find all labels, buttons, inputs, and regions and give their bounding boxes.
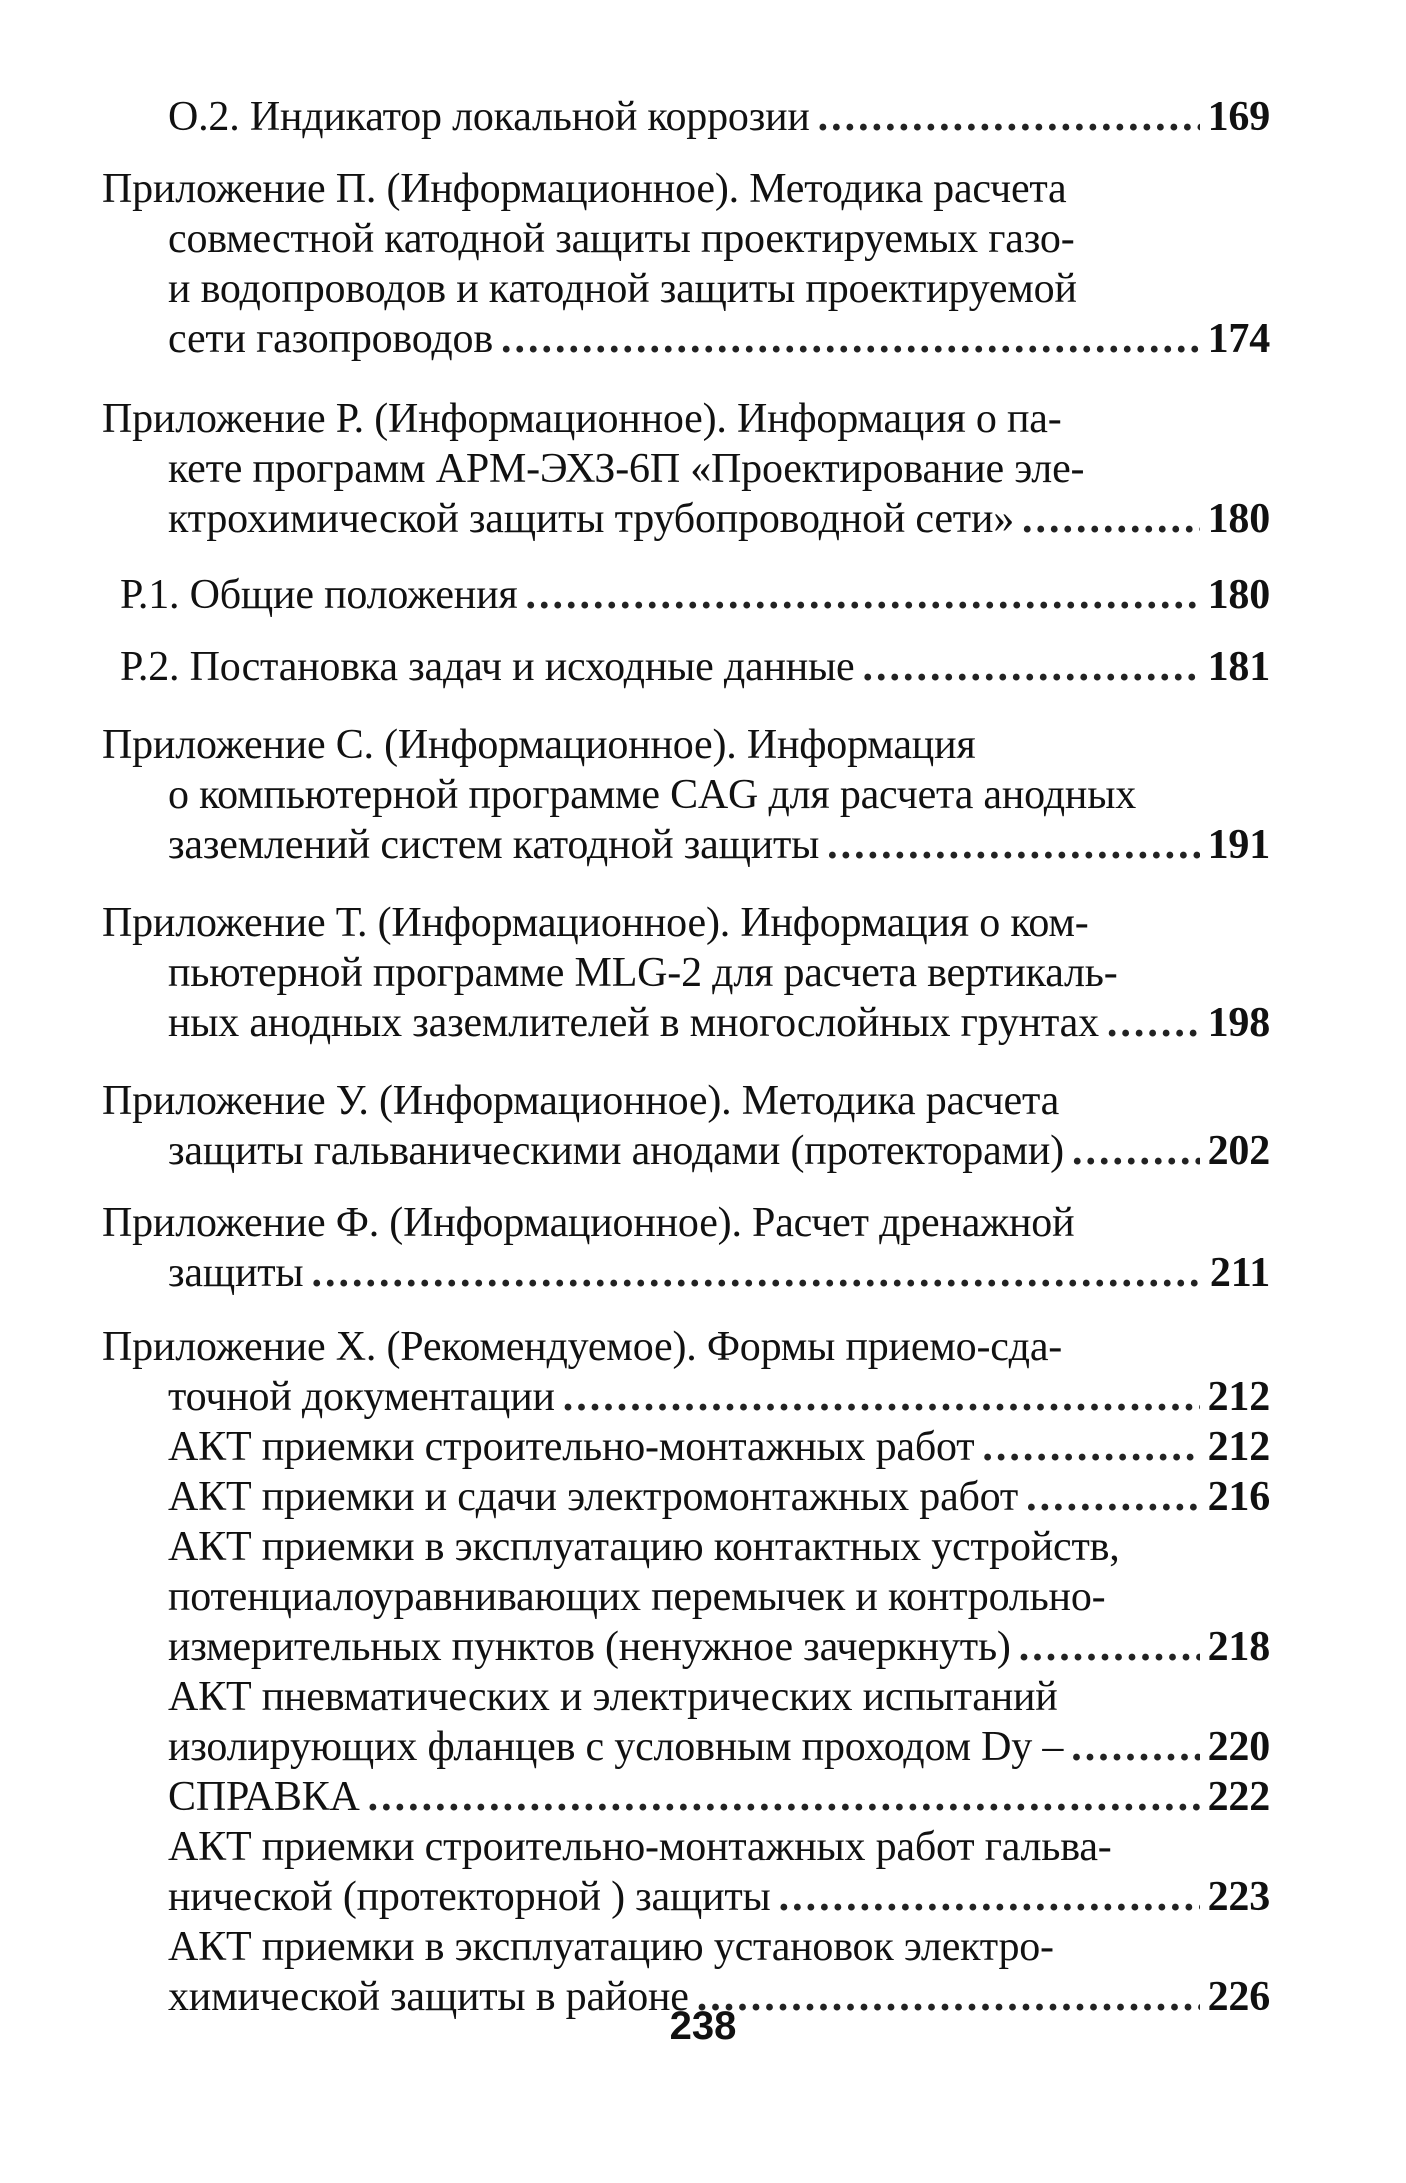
page-ref: 220 <box>1207 1724 1270 1770</box>
toc-line <box>102 1772 1270 1822</box>
toc-entry-appendix-p <box>102 164 1270 364</box>
dot-leader <box>525 570 1199 620</box>
page-ref: 174 <box>1207 316 1270 362</box>
toc-line <box>102 1822 1270 1872</box>
toc-line <box>102 770 1270 820</box>
entry-text: Приложение У. (Информационное). Методика расчета <box>102 1078 1060 1124</box>
toc-line <box>102 720 1270 770</box>
entry-text: заземлений систем катодной защиты <box>168 822 820 868</box>
entry-text: О.2. Индикатор локальной коррозии <box>168 94 810 140</box>
toc-line <box>102 1922 1270 1972</box>
toc-entry-appendix-t <box>102 898 1270 1048</box>
entry-text: Р.1. Общие положения <box>120 572 518 618</box>
toc-line <box>102 1422 1270 1472</box>
toc-line <box>102 1872 1270 1922</box>
entry-text: Р.2. Постановка задач и исходные данные <box>120 644 855 690</box>
page-ref: 198 <box>1207 1000 1270 1046</box>
toc-line <box>102 494 1270 544</box>
dot-leader <box>1022 494 1200 544</box>
toc-entry-r2 <box>102 642 1270 692</box>
dot-leader <box>1072 1126 1200 1176</box>
toc-entry-appendix-f <box>102 1198 1270 1298</box>
toc-line <box>102 1198 1270 1248</box>
toc-line <box>102 1126 1270 1176</box>
toc-line <box>102 1672 1270 1722</box>
entry-text: защиты гальваническими анодами (протекторами) <box>168 1128 1064 1174</box>
entry-text: кете программ АРМ-ЭХЗ-6П «Проектирование эле- <box>168 446 1085 492</box>
entry-text: измерительных пунктов (ненужное зачеркнуть) <box>168 1624 1011 1670</box>
dot-leader <box>982 1422 1199 1472</box>
page-ref: 218 <box>1207 1624 1270 1670</box>
page-number: 238 <box>669 2004 737 2048</box>
toc-line <box>102 948 1270 998</box>
page-ref: 211 <box>1209 1250 1270 1296</box>
entry-text: пьютерной программе MLG-2 для расчета вертикаль- <box>168 950 1118 996</box>
toc-line <box>102 314 1270 364</box>
entry-text: химической защиты в районе <box>168 1974 689 2020</box>
toc-line <box>102 214 1270 264</box>
dot-leader <box>779 1872 1200 1922</box>
toc-line <box>102 92 1270 142</box>
page-ref: 180 <box>1207 496 1270 542</box>
entry-text: Приложение Ф. (Информационное). Расчет дренажной <box>102 1200 1075 1246</box>
toc-line <box>102 1722 1270 1772</box>
entry-text: сети газопроводов <box>168 316 493 362</box>
entry-text: изолирующих фланцев с условным проходом Dy – <box>168 1724 1064 1770</box>
dot-leader <box>311 1248 1201 1298</box>
page-ref: 223 <box>1207 1874 1270 1920</box>
page-ref: 226 <box>1207 1974 1270 2020</box>
toc-entry-appendix-kh <box>102 1322 1270 2022</box>
entry-text: Приложение С. (Информационное). Информация <box>102 722 976 768</box>
entry-text: Приложение Р. (Информационное). Информация о па- <box>102 396 1062 442</box>
toc-line <box>102 570 1270 620</box>
entry-text: и водопроводов и катодной защиты проектируемой <box>168 266 1077 312</box>
toc-line <box>102 642 1270 692</box>
toc-entry-o2 <box>102 92 1270 142</box>
entry-text: АКТ приемки и сдачи электромонтажных работ <box>168 1474 1019 1520</box>
page-ref: 202 <box>1207 1128 1270 1174</box>
entry-text: защиты <box>168 1250 304 1296</box>
page-ref: 191 <box>1207 822 1270 868</box>
page-ref: 216 <box>1207 1474 1270 1520</box>
dot-leader <box>368 1772 1200 1822</box>
toc-entry-r1 <box>102 570 1270 620</box>
toc-line <box>102 1248 1270 1298</box>
entry-text: нической (протекторной ) защиты <box>168 1874 771 1920</box>
toc-line <box>102 998 1270 1048</box>
page-ref: 212 <box>1207 1424 1270 1470</box>
toc-line <box>102 1472 1270 1522</box>
entry-text: точной документации <box>168 1374 555 1420</box>
page-ref: 180 <box>1207 572 1270 618</box>
dot-leader <box>827 820 1199 870</box>
entry-text: ных анодных заземлителей в многослойных грунтах <box>168 1000 1099 1046</box>
dot-leader <box>1071 1722 1199 1772</box>
dot-leader <box>501 314 1200 364</box>
dot-leader <box>563 1372 1200 1422</box>
dot-leader <box>818 92 1200 142</box>
toc-line <box>102 1522 1270 1572</box>
toc-line <box>102 1572 1270 1622</box>
toc-line <box>102 1622 1270 1672</box>
toc-entry-appendix-s <box>102 720 1270 870</box>
toc-line <box>102 1076 1270 1126</box>
entry-text: Приложение П. (Информационное). Методика расчета <box>102 166 1067 212</box>
page-ref: 181 <box>1207 644 1270 690</box>
entry-text: о компьютерной программе CAG для расчета анодных <box>168 772 1137 818</box>
toc-line <box>102 394 1270 444</box>
entry-text: потенциалоуравнивающих перемычек и контрольно- <box>168 1574 1106 1620</box>
toc-line <box>102 444 1270 494</box>
entry-text: совместной катодной защиты проектируемых газо- <box>168 216 1075 262</box>
dot-leader <box>1019 1622 1200 1672</box>
dot-leader <box>1026 1472 1200 1522</box>
page-ref: 212 <box>1207 1374 1270 1420</box>
page-ref: 169 <box>1207 94 1270 140</box>
toc-entry-appendix-u <box>102 1076 1270 1176</box>
toc-entry-appendix-r <box>102 394 1270 544</box>
toc-line <box>102 264 1270 314</box>
dot-leader <box>863 642 1200 692</box>
entry-text: АКТ приемки строительно-монтажных работ <box>168 1424 975 1470</box>
toc-line <box>102 1322 1270 1372</box>
toc-line <box>102 820 1270 870</box>
entry-text: Приложение Т. (Информационное). Информация о ком- <box>102 900 1089 946</box>
entry-text: АКТ приемки в эксплуатацию установок электро- <box>168 1924 1054 1970</box>
toc-line <box>102 164 1270 214</box>
entry-text: АКТ пневматических и электрических испытаний <box>168 1674 1058 1720</box>
toc-line <box>102 1372 1270 1422</box>
toc-line <box>102 898 1270 948</box>
entry-text: АКТ приемки строительно-монтажных работ гальва- <box>168 1824 1112 1870</box>
entry-text: ктрохимической защиты трубопроводной сети» <box>168 496 1015 542</box>
page-ref: 222 <box>1207 1774 1270 1820</box>
dot-leader <box>1107 998 1200 1048</box>
entry-text: АКТ приемки в эксплуатацию контактных устройств, <box>168 1524 1120 1570</box>
entry-text: СПРАВКА <box>168 1774 360 1820</box>
entry-text: Приложение Х. (Рекомендуемое). Формы приемо-сда- <box>102 1324 1063 1370</box>
